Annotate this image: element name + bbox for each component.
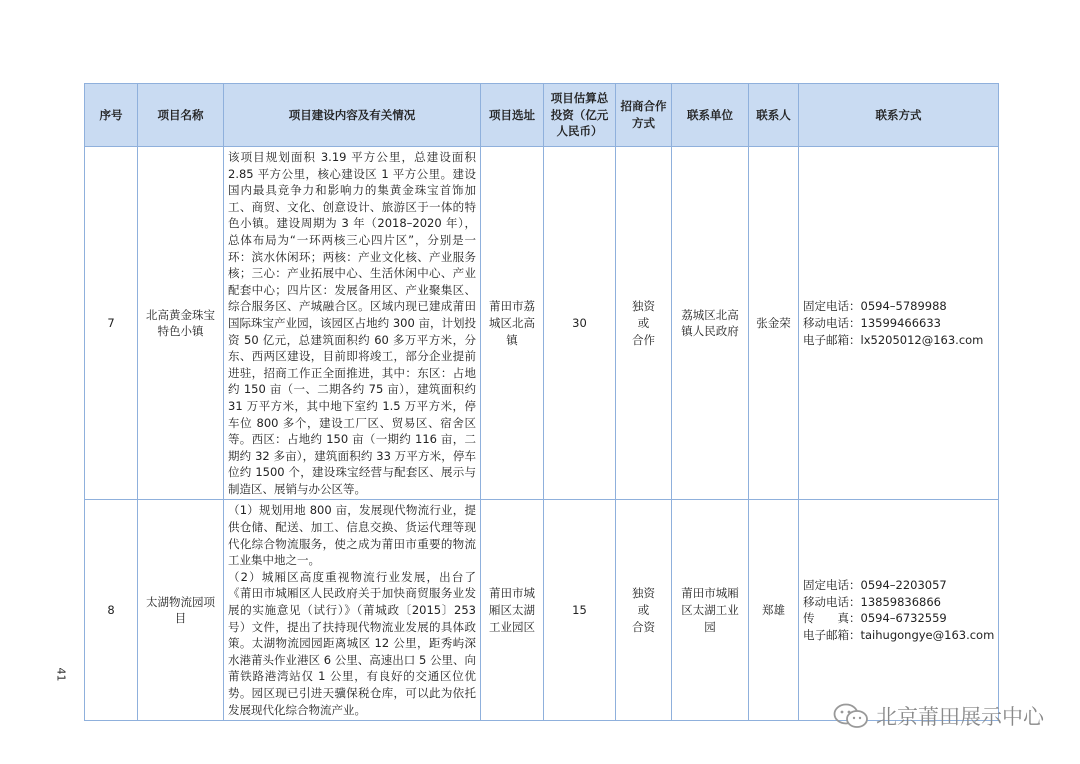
- row-contact: [799, 500, 999, 721]
- mode-line: 合作: [632, 332, 655, 347]
- watermark: [832, 700, 1044, 732]
- row-investment: 15: [544, 500, 616, 721]
- phone-line: 固定电话：0594–5789988: [803, 299, 947, 314]
- page-number: 41: [54, 667, 68, 682]
- row-location: 莆田市荔城区北高镇: [481, 147, 544, 500]
- mode-line: 独资: [632, 586, 655, 601]
- header-investment: 项目估算总投资（亿元人民币）: [544, 84, 616, 147]
- mode-line: 合资: [632, 619, 655, 634]
- fax-line: 传 真：0594–6732559: [803, 611, 947, 626]
- header-location: 项目选址: [481, 84, 544, 147]
- row-mode: [616, 500, 672, 721]
- mode-line: 独资: [632, 299, 655, 314]
- row-content: 该项目规划面积 3.19 平方公里，总建设面积 2.85 平方公里，核心建设区 1 平方公里。建设国内最具竞争力和影响力的集黄金珠宝首饰加工、商贸、文化、创意设计、旅游区于一体的特色小镇。建设周期为 3 年（2018–2020 年），总体布局为“一环两核三心四片区”，分别是一环：滨水休闲环；两核：产业文化核、产业服务核；三心：产业拓展中心、生活休闲中心、产业配套中心；四片区：发展备用区、产业聚集区、综合服务区、产城融合区。区域内现已建成莆田国际珠宝产业园，该园区占地约 300 亩，计划投资 50 亿元，总建筑面积约 60 多万平方米，分东、西两区建设，目前即将竣工，部分企业提前进驻，招商工作正全面推进，其中：东区：占地约 150 亩（一、二期各约 75 亩），建筑面积约 31 万平方米，其中地下室约 1.5 万平方米，停车位 800 多个，建设工厂区、贸易区、宿舍区等。西区：占地约 150 亩（一期约 116 亩，二期约 32 多亩），建筑面积约 33 万平方米，停车位约 1500 个，建设珠宝经营与配套区、展示与制造区、展销与办公区等。: [224, 147, 481, 500]
- header-seq: 序号: [85, 84, 138, 147]
- row-content: [224, 500, 481, 721]
- row-name: 太湖物流园项目: [138, 500, 224, 721]
- row-location: 莆田市城厢区太湖工业园区: [481, 500, 544, 721]
- email-line: 电子邮箱：taihugongye@163.com: [803, 627, 995, 642]
- email-line: 电子邮箱：lx5205012@163.com: [803, 332, 984, 347]
- row-name: 北高黄金珠宝特色小镇: [138, 147, 224, 500]
- mobile-line: 移动电话：13599466633: [803, 315, 941, 330]
- header-content: 项目建设内容及有关情况: [224, 84, 481, 147]
- row-seq: 7: [85, 147, 138, 500]
- table-row: [85, 147, 999, 500]
- row-mode: [616, 147, 672, 500]
- content-paragraph: （1）规划用地 800 亩，发展现代物流行业，提供仓储、配送、加工、信息交换、货运代理等现代化综合物流服务，使之成为莆田市重要的物流工业集中地之一。: [228, 503, 476, 568]
- row-contact: [799, 147, 999, 500]
- mobile-line: 移动电话：13859836866: [803, 594, 941, 609]
- wechat-icon: [832, 702, 870, 730]
- row-person: 张金荣: [749, 147, 799, 500]
- header-name: 项目名称: [138, 84, 224, 147]
- row-investment: 30: [544, 147, 616, 500]
- watermark-text: 北京莆田展示中心: [876, 705, 1044, 729]
- row-seq: 8: [85, 500, 138, 721]
- header-unit: 联系单位: [672, 84, 749, 147]
- table-row: [85, 500, 999, 721]
- header-contact: 联系方式: [799, 84, 999, 147]
- phone-line: 固定电话：0594–2203057: [803, 578, 947, 593]
- row-unit: 荔城区北高镇人民政府: [672, 147, 749, 500]
- row-person: 郑雄: [749, 500, 799, 721]
- mode-line: 或: [637, 603, 650, 618]
- content-paragraph: （2）城厢区高度重视物流行业发展，出台了《莆田市城厢区人民政府关于加快商贸服务业发展的实施意见（试行）》（莆城政〔2015〕253 号）文件，提出了扶持现代物流业发展的具体政策。太湖物流园园距离城区 12 公里，距秀屿深水港莆头作业港区 6 公里、高速出口 5 公里、向莆铁路港湾站仅 1 公里，有良好的交通区位优势。园区现已引进天骥保税仓库，可以此为依托发展现代化综合物流产业。: [228, 569, 476, 717]
- mode-line: 或: [637, 315, 650, 330]
- row-unit: 莆田市城厢区太湖工业园: [672, 500, 749, 721]
- header-mode: 招商合作方式: [616, 84, 672, 147]
- project-table: [84, 83, 999, 721]
- table-header-row: [85, 84, 999, 147]
- header-person: 联系人: [749, 84, 799, 147]
